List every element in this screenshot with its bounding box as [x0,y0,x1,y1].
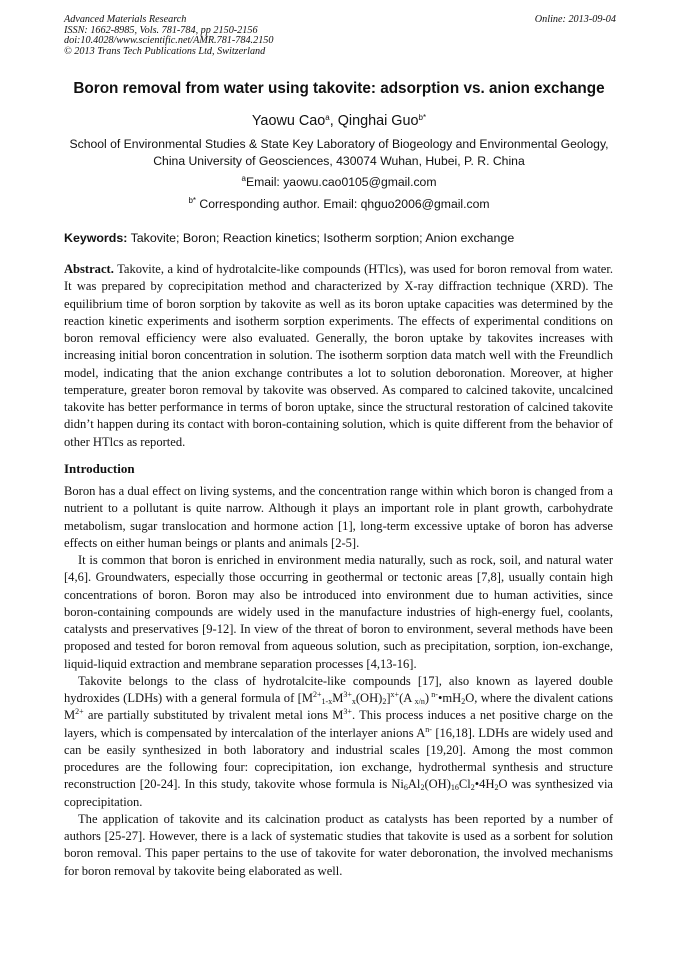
corresponding-email [0,197,678,211]
author-email [0,175,678,189]
doi-line: doi:10.4028/www.scientific.net/AMR.781-784.2150 [64,35,274,47]
introduction-body [64,483,613,880]
paragraph: The application of takovite and its calcination product as catalysts has been reported by a number of authors [25-27]. However, there is a lack of systematic studies that takovite is used as a sorbent for solution boron removal. This paper pertains to the use of takovite for water deboronation, the involved mechanisms for boron removal by takovite being elaborated as well. [64,811,613,878]
author-superscript: a [325,113,330,122]
paragraph: It is common that boron is enriched in environment media naturally, such as rock, soil, and natural water [4,6]. Groundwaters, especially those occurring in geothermal or tectonic areas [7,8], usually contain high concentrations of boron. Boron may also be introduced into environment due to human activities, since boron-containing compounds are widely used in the manufacture industries of high-energy fuel, coolants, catalysts and preservatives [9-12]. In view of the threat of boron to environment, several methods have been proposed and tested for boron removal from aqueous solution, such as precipitation, sorption, ion-exchange, liquid-liquid extraction and membrane separation processes [4,13-16]. [64,553,613,671]
email-superscript: b* [188,196,197,205]
journal-header [64,15,616,57]
keywords [64,231,624,245]
online-date: Online: 2013-09-04 [534,14,616,25]
email-text: Corresponding author. Email: qhguo2006@gmail.com [196,197,490,211]
affiliation-line: School of Environmental Studies & State Key Laboratory of Biogeology and Environmental Geology, [69,137,609,151]
keywords-text: Takovite; Boron; Reaction kinetics; Isotherm sorption; Anion exchange [127,231,515,245]
journal-name: Advanced Materials Research [64,14,187,25]
author-separator: , [329,113,338,129]
copyright-line: © 2013 Trans Tech Publications Ltd, Switzerland [64,45,266,57]
email-superscript: a [241,174,246,183]
author-name: Qinghai Guo [337,113,419,129]
affiliation [40,136,638,170]
author-name: Yaowu Cao [251,113,326,129]
author-superscript: b* [418,113,427,122]
issn-line: ISSN: 1662-8985, Vols. 781-784, pp 2150-2156 [64,24,258,36]
keywords-label: Keywords: [64,231,128,245]
abstract-text: Takovite, a kind of hydrotalcite-like compounds (HTlcs), was used for boron removal from water. It was prepared by coprecipitation method and characterized by X-ray diffraction technique (XRD). The equilibrium time of boron sorption by takovite as well as its boron uptake capacities was determined by the reaction kinetic experiments and isotherm sorption experiments. The effects of experimental conditions on boron removal efficiency were also evaluated. Generally, the boron uptake by takovites increases with increasing initial boron concentration in solution. The isotherm sorption data match well with the Freundlich model, indicating that the anion exchange contributes a lot to solution deboronation. Moreover, at higher temperature, greater boron removal by takovite was observed. As compared to calcined takovite, uncalcined takovite has better performance in terms of boron uptake, since the structural restoration of calcined takovite didn’t happen during its contact with boron-containing solution, which is quite different from the behavior of other HTlcs as reported. [64,262,613,449]
author-list [0,113,678,129]
email-text: Email: yaowu.cao0105@gmail.com [245,175,437,189]
paragraph: Boron has a dual effect on living systems, and the concentration range within which boron is changed from a nutrient to a pollutant is quite narrow. Although it plays an important role in plant growth, carbohydrate metabolism, sugar translocation and hormone action [1], long-term excessive uptake of boron has adverse effects on either human beings or plants and animals [2-5]. [64,484,613,550]
paper-title: Boron removal from water using takovite: adsorption vs. anion exchange [73,80,605,97]
paragraph-formula: Takovite belongs to the class of hydrotalcite-like compounds [17], also known as layered double hydroxides (LDHs) with a general formula of $[M^{2+}_{1-x}M^{3+}_x(OH)_2]^{x+}(A$ $_{x/n}$) $^{n-}•mH_2O$, where the divalent cations $M^{2+}$ are partially substituted by trivalent metal ions $M^{3+}$. This process induces a net positive charge on the layers, which is compensated by intercalation of the interlayer anions $A^{n-}$ [16,18]. LDHs are widely used and can be easily synthesized in both laboratory and industrial scales [19,20]. Among the most common procedures are the following four: coprecipitation, ion exchange, hydrothermal synthesis and structure reconstruction [20-24]. In this study, takovite whose formula is $Ni_6Al_2(OH)_{16}Cl_2•4H_2O$ was synthesized via coprecipitation. [64,673,614,809]
section-heading: Introduction [64,461,135,476]
affiliation-line: China University of Geosciences, 430074 Wuhan, Hubei, P. R. China [153,154,525,168]
abstract [64,261,613,451]
abstract-label: Abstract. [64,262,114,276]
